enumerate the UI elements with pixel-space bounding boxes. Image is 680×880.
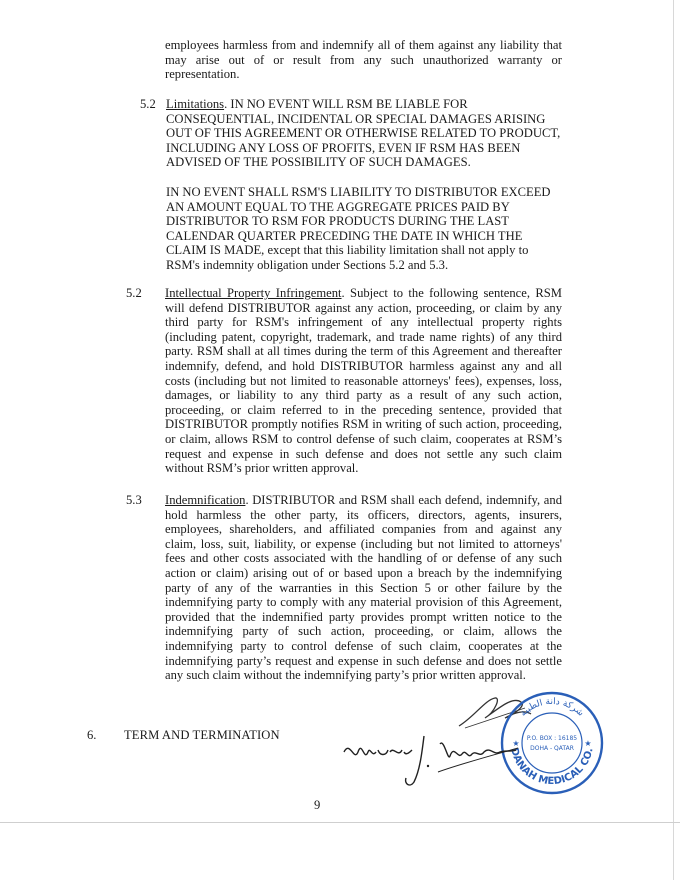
- svg-text:شركة دانة الطبية: شركة دانة الطبية: [518, 696, 586, 719]
- section-number: 5.2: [126, 286, 142, 300]
- scan-bottom-line: [0, 822, 680, 823]
- scan-edge: [673, 0, 674, 880]
- section-heading-term: TERM AND TERMINATION: [124, 728, 280, 742]
- page-number: 9: [314, 798, 321, 812]
- section-ip-infringement: [165, 286, 562, 476]
- section-text: . Subject to the following sentence, RSM will defend DISTRIBUTOR against any action, proceeding, or claim by any third party for RSM's infringement of any intellectual property rights (including patent, copyright, trademark, and trade name rights) of any third party. RSM shall at all times during the term of this Agreement and thereafter indemnify, defend, and hold DISTRIBUTOR harmless against any and all costs (including but not limited to reasonable attorneys' fees), expenses, loss, damages, or liability to any third party as a result of any such action, proceeding, or claim referred to in the preceding sentence, provided that DISTRIBUTOR promptly notifies RSM in writing of such action, proceeding, or claim, allows RSM to control defense of such claim, cooperates at RSM’s request and expense in such defense and does not settle any such claim without RSM’s prior written approval.: [165, 286, 562, 476]
- stamp-company-name: DANAH MEDICAL CO.: [508, 746, 596, 788]
- section-text: except that this liability limitation shall not apply to RSM's indemnity obligation under Sections 5.2 and 5.3.: [166, 243, 529, 272]
- section-text: . IN NO EVENT WILL RSM BE LIABLE FOR CONSEQUENTIAL, INCIDENTAL OR SPECIAL DAMAGES ARISING OUT OF THIS AGREEMENT OR OTHERWISE RELATED TO PRODUCT, INCLUDING ANY LOSS OF PROFITS, EVEN IF RSM HAS BEEN ADVISED OF THE POSSIBILITY OF SUCH DAMAGES.: [166, 97, 561, 170]
- section-title: Limitations: [166, 97, 225, 111]
- section-number: 5.3: [126, 493, 142, 507]
- section-text: . DISTRIBUTOR and RSM shall each defend, indemnify, and hold harmless the other party, its officers, directors, agents, insurers, employees, shareholders, and affiliated companies from and against any claim, loss, suit, liability, or expense (including but not limited to attorneys' fees and other costs associated with the handling of or defense of any such action or claim) arising out of or based upon a breach by the indemnifying party of any of the warranties in this Section 5 or other failure by the indemnifying party to comply with any material provision of this Agreement, provided that the indemnified party provides prompt written notice to the indemnifying party of such action, proceeding, or claim, allows the indemnifying party to control defense of such claim, cooperates at the indemnifying party’s request and expense in such defense and does not settle any such claim without the indemnifying party’s prior written approval.: [165, 493, 562, 683]
- paragraph-warranty-end: employees harmless from and indemnify all of them against any liability that may arise out of or result from any such unauthorized warranty or representation.: [165, 38, 562, 82]
- stamp-pobox: P.O. BOX : 16185: [526, 735, 578, 742]
- section-limitations-cap: [166, 185, 562, 273]
- signature: [340, 722, 520, 792]
- section-number: 5.2: [140, 97, 156, 111]
- star-icon: ★: [512, 739, 520, 748]
- section-indemnification: [165, 493, 562, 683]
- section-limitations: [166, 97, 562, 170]
- star-icon: ★: [584, 739, 592, 748]
- section-number: 6.: [87, 728, 97, 742]
- section-title: Intellectual Property Infringement: [165, 286, 342, 300]
- section-title: Indemnification: [165, 493, 246, 507]
- caps-text: IN NO EVENT SHALL RSM'S LIABILITY TO DISTRIBUTOR EXCEED AN AMOUNT EQUAL TO THE AGGREGATE PRICES PAID BY DISTRIBUTOR TO RSM FOR PRODUCTS DURING THE LAST CALENDAR QUARTER PRECEDING THE DATE IN WHICH THE CLAIM IS MADE,: [166, 185, 551, 258]
- stamp-city: DOHA - QATAR: [530, 745, 574, 752]
